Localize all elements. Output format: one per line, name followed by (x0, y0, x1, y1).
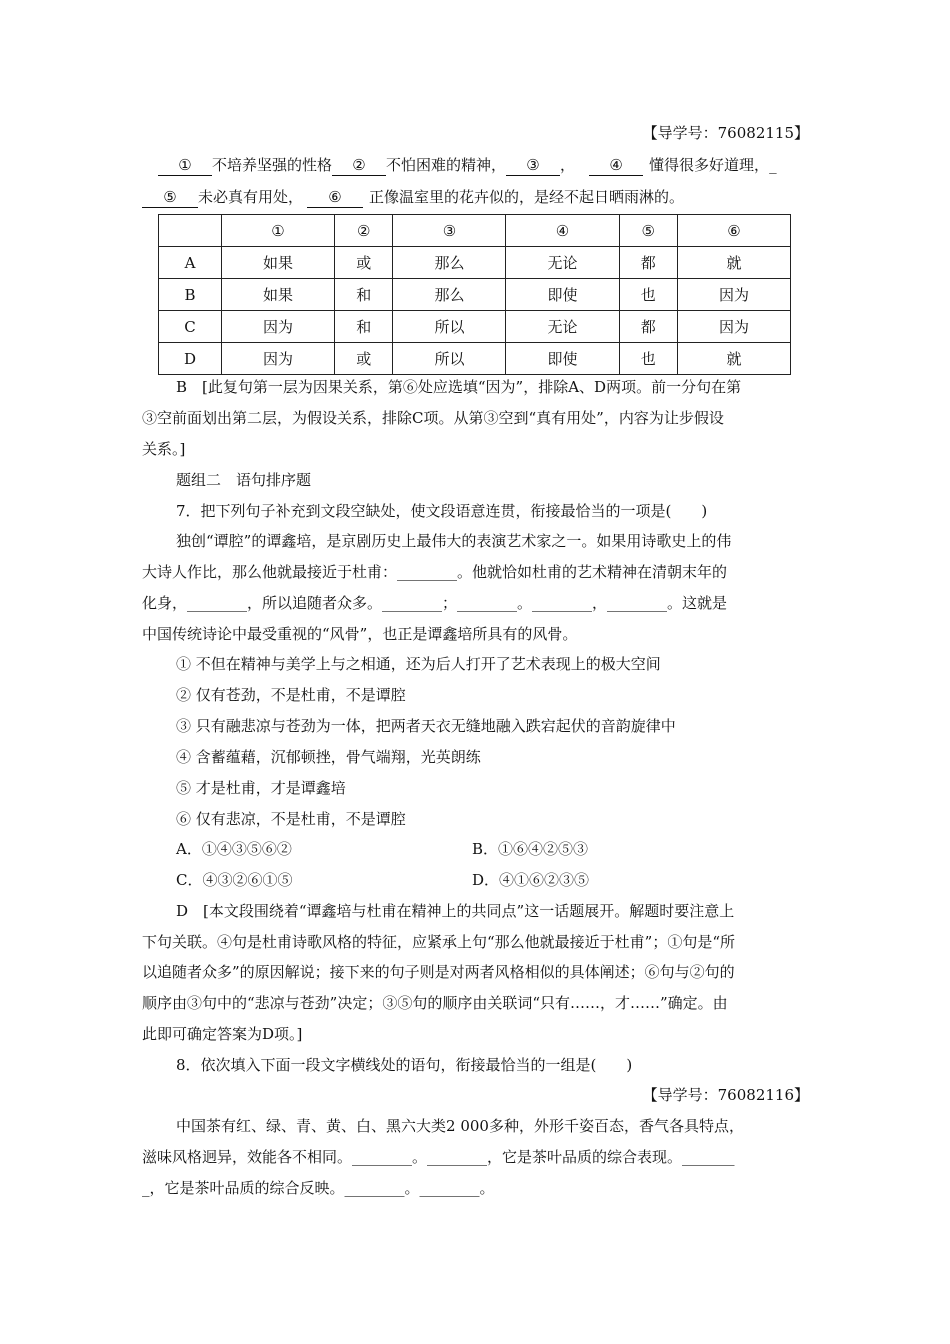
q7-stem: 7．把下列句子补充到文段空缺处，使文段语意连贯，衔接最恰当的一项是( ) (176, 502, 708, 520)
table-cell: 无论 (506, 247, 619, 279)
table-cell: D (159, 343, 222, 375)
table-cell: 所以 (393, 343, 506, 375)
table-cell: 如果 (222, 247, 335, 279)
table-cell: ⑤ (619, 215, 677, 247)
q7-option-a: A．①④③⑤⑥② (176, 840, 292, 858)
table-row (159, 279, 791, 311)
blank-1: ① (158, 155, 212, 176)
q7-item-3: ③ 只有融悲凉与苍劲为一体，把两者天衣无缝地融入跌宕起伏的音韵旋律中 (176, 717, 676, 735)
table-cell: 无论 (506, 311, 619, 343)
answer-7-line2: 下句关联。④句是杜甫诗歌风格的特征，应紧承上句“那么他就最接近于杜甫”；①句是“所 (142, 933, 736, 951)
q6-text-2: 不怕困难的精神， (386, 156, 507, 174)
q6-text-1: 不培养坚强的性格 (212, 156, 333, 174)
blank-2: ② (332, 155, 386, 176)
q7-item-4: ④ 含蓄蕴藉，沉郁顿挫，骨气端翔，光英朗练 (176, 748, 481, 766)
table-cell: 那么 (393, 279, 506, 311)
blank-4: ④ (589, 155, 643, 176)
q6-text-4: 懂得很多好道理， (649, 156, 770, 174)
answer-7-line4: 顺序由③句中的“悲凉与苍劲”决定；③⑤句的顺序由关联词“只有……，才……”确定。由 (142, 994, 728, 1012)
table-cell: 就 (677, 343, 790, 375)
table-cell: 那么 (393, 247, 506, 279)
table-cell: 所以 (393, 311, 506, 343)
q6-text-3: ， (560, 156, 576, 174)
table-cell: 就 (677, 247, 790, 279)
q8-passage-line1: 中国茶有红、绿、青、黄、白、黑六大类2 000多种，外形千姿百态，香气各具特点， (176, 1117, 744, 1135)
table-cell: C (159, 311, 222, 343)
q8-passage-line2: 滋味风格迥异，效能各不相同。________。________，它是茶叶品质的综合表现。_______ (142, 1148, 735, 1166)
table-cell: 因为 (222, 343, 335, 375)
q7-passage-line2: 大诗人作比，那么他就最接近于杜甫：________。他就恰如杜甫的艺术精神在清朝末年的 (142, 563, 728, 581)
table-cell: 或 (335, 247, 393, 279)
table-header-row (159, 215, 791, 247)
blank-5: ⑤ (142, 187, 198, 208)
table-cell: 或 (335, 343, 393, 375)
answer-7-line5: 此即可确定答案为D项。] (142, 1025, 303, 1043)
blank-6: ⑥ (307, 187, 363, 208)
q7-passage-line3: 化身，________，所以追随者众多。________；________。________，________。这就是 (142, 594, 728, 612)
q7-passage-line1: 独创“谭腔”的谭鑫培，是京剧历史上最伟大的表演艺术家之一。如果用诗歌史上的伟 (176, 532, 732, 550)
q6-text-6: 正像温室里的花卉似的，是经不起日晒雨淋的。 (369, 188, 685, 206)
guide-number-2: 【导学号：76082116】 (642, 1086, 809, 1104)
table-cell: ③ (393, 215, 506, 247)
answer-6-line1: B [此复句第一层为因果关系，第⑥处应选填“因为”，排除A、D两项。前一分句在第 (176, 378, 742, 396)
q6-sentence-line1 (158, 155, 777, 176)
table-cell: 也 (619, 279, 677, 311)
table-cell: ② (335, 215, 393, 247)
answer-6-line2: ③空前面划出第二层，为假设关系，排除C项。从第③空到“真有用处”，内容为让步假设 (142, 409, 724, 427)
table-cell: 因为 (677, 311, 790, 343)
q7-item-2: ② 仅有苍劲，不是杜甫，不是谭腔 (176, 686, 406, 704)
answer-7-line3: 以追随者众多”的原因解说；接下来的句子则是对两者风格相似的具体阐述；⑥句与②句的 (142, 963, 735, 981)
q7-passage-line4: 中国传统诗论中最受重视的“风骨”，也正是谭鑫培所具有的风骨。 (142, 625, 578, 643)
q7-option-c: C．④③②⑥①⑤ (176, 871, 293, 889)
group-heading: 题组二 语句排序题 (176, 471, 312, 489)
q7-option-b: B．①⑥④②⑤③ (472, 840, 589, 858)
guide-number: 【导学号：76082115】 (642, 124, 809, 142)
q7-item-1: ① 不但在精神与美学上与之相通，还为后人打开了艺术表现上的极大空间 (176, 655, 661, 673)
blank-3: ③ (506, 155, 560, 176)
options-table (158, 214, 791, 375)
q7-option-d: D．④①⑥②③⑤ (472, 871, 590, 889)
table-cell: B (159, 279, 222, 311)
q8-passage-line3: _，它是茶叶品质的综合反映。________。________。 (142, 1179, 495, 1197)
table-row (159, 247, 791, 279)
table-row (159, 343, 791, 375)
q6-sentence-line2 (142, 187, 684, 208)
table-cell: 因为 (222, 311, 335, 343)
q7-item-5: ⑤ 才是杜甫，才是谭鑫培 (176, 779, 346, 797)
table-cell: 都 (619, 311, 677, 343)
q8-stem: 8．依次填入下面一段文字横线处的语句，衔接最恰当的一组是( ) (176, 1056, 633, 1074)
table-cell: A (159, 247, 222, 279)
table-cell: ④ (506, 215, 619, 247)
table-cell (159, 215, 222, 247)
table-row (159, 311, 791, 343)
q6-tail: _ (769, 156, 777, 174)
table-cell: 即使 (506, 343, 619, 375)
q7-item-6: ⑥ 仅有悲凉，不是杜甫，不是谭腔 (176, 810, 406, 828)
answer-7-line1: D [本文段围绕着“谭鑫培与杜甫在精神上的共同点”这一话题展开。解题时要注意上 (176, 902, 735, 920)
table-cell: 如果 (222, 279, 335, 311)
table-cell: 和 (335, 279, 393, 311)
table-cell: ① (222, 215, 335, 247)
table-cell: 和 (335, 311, 393, 343)
table-cell: 即使 (506, 279, 619, 311)
table-cell: 都 (619, 247, 677, 279)
q6-text-5: 未必真有用处， (198, 188, 304, 206)
table-cell: 也 (619, 343, 677, 375)
table-cell: ⑥ (677, 215, 790, 247)
table-cell: 因为 (677, 279, 790, 311)
answer-6-line3: 关系。] (142, 440, 186, 458)
